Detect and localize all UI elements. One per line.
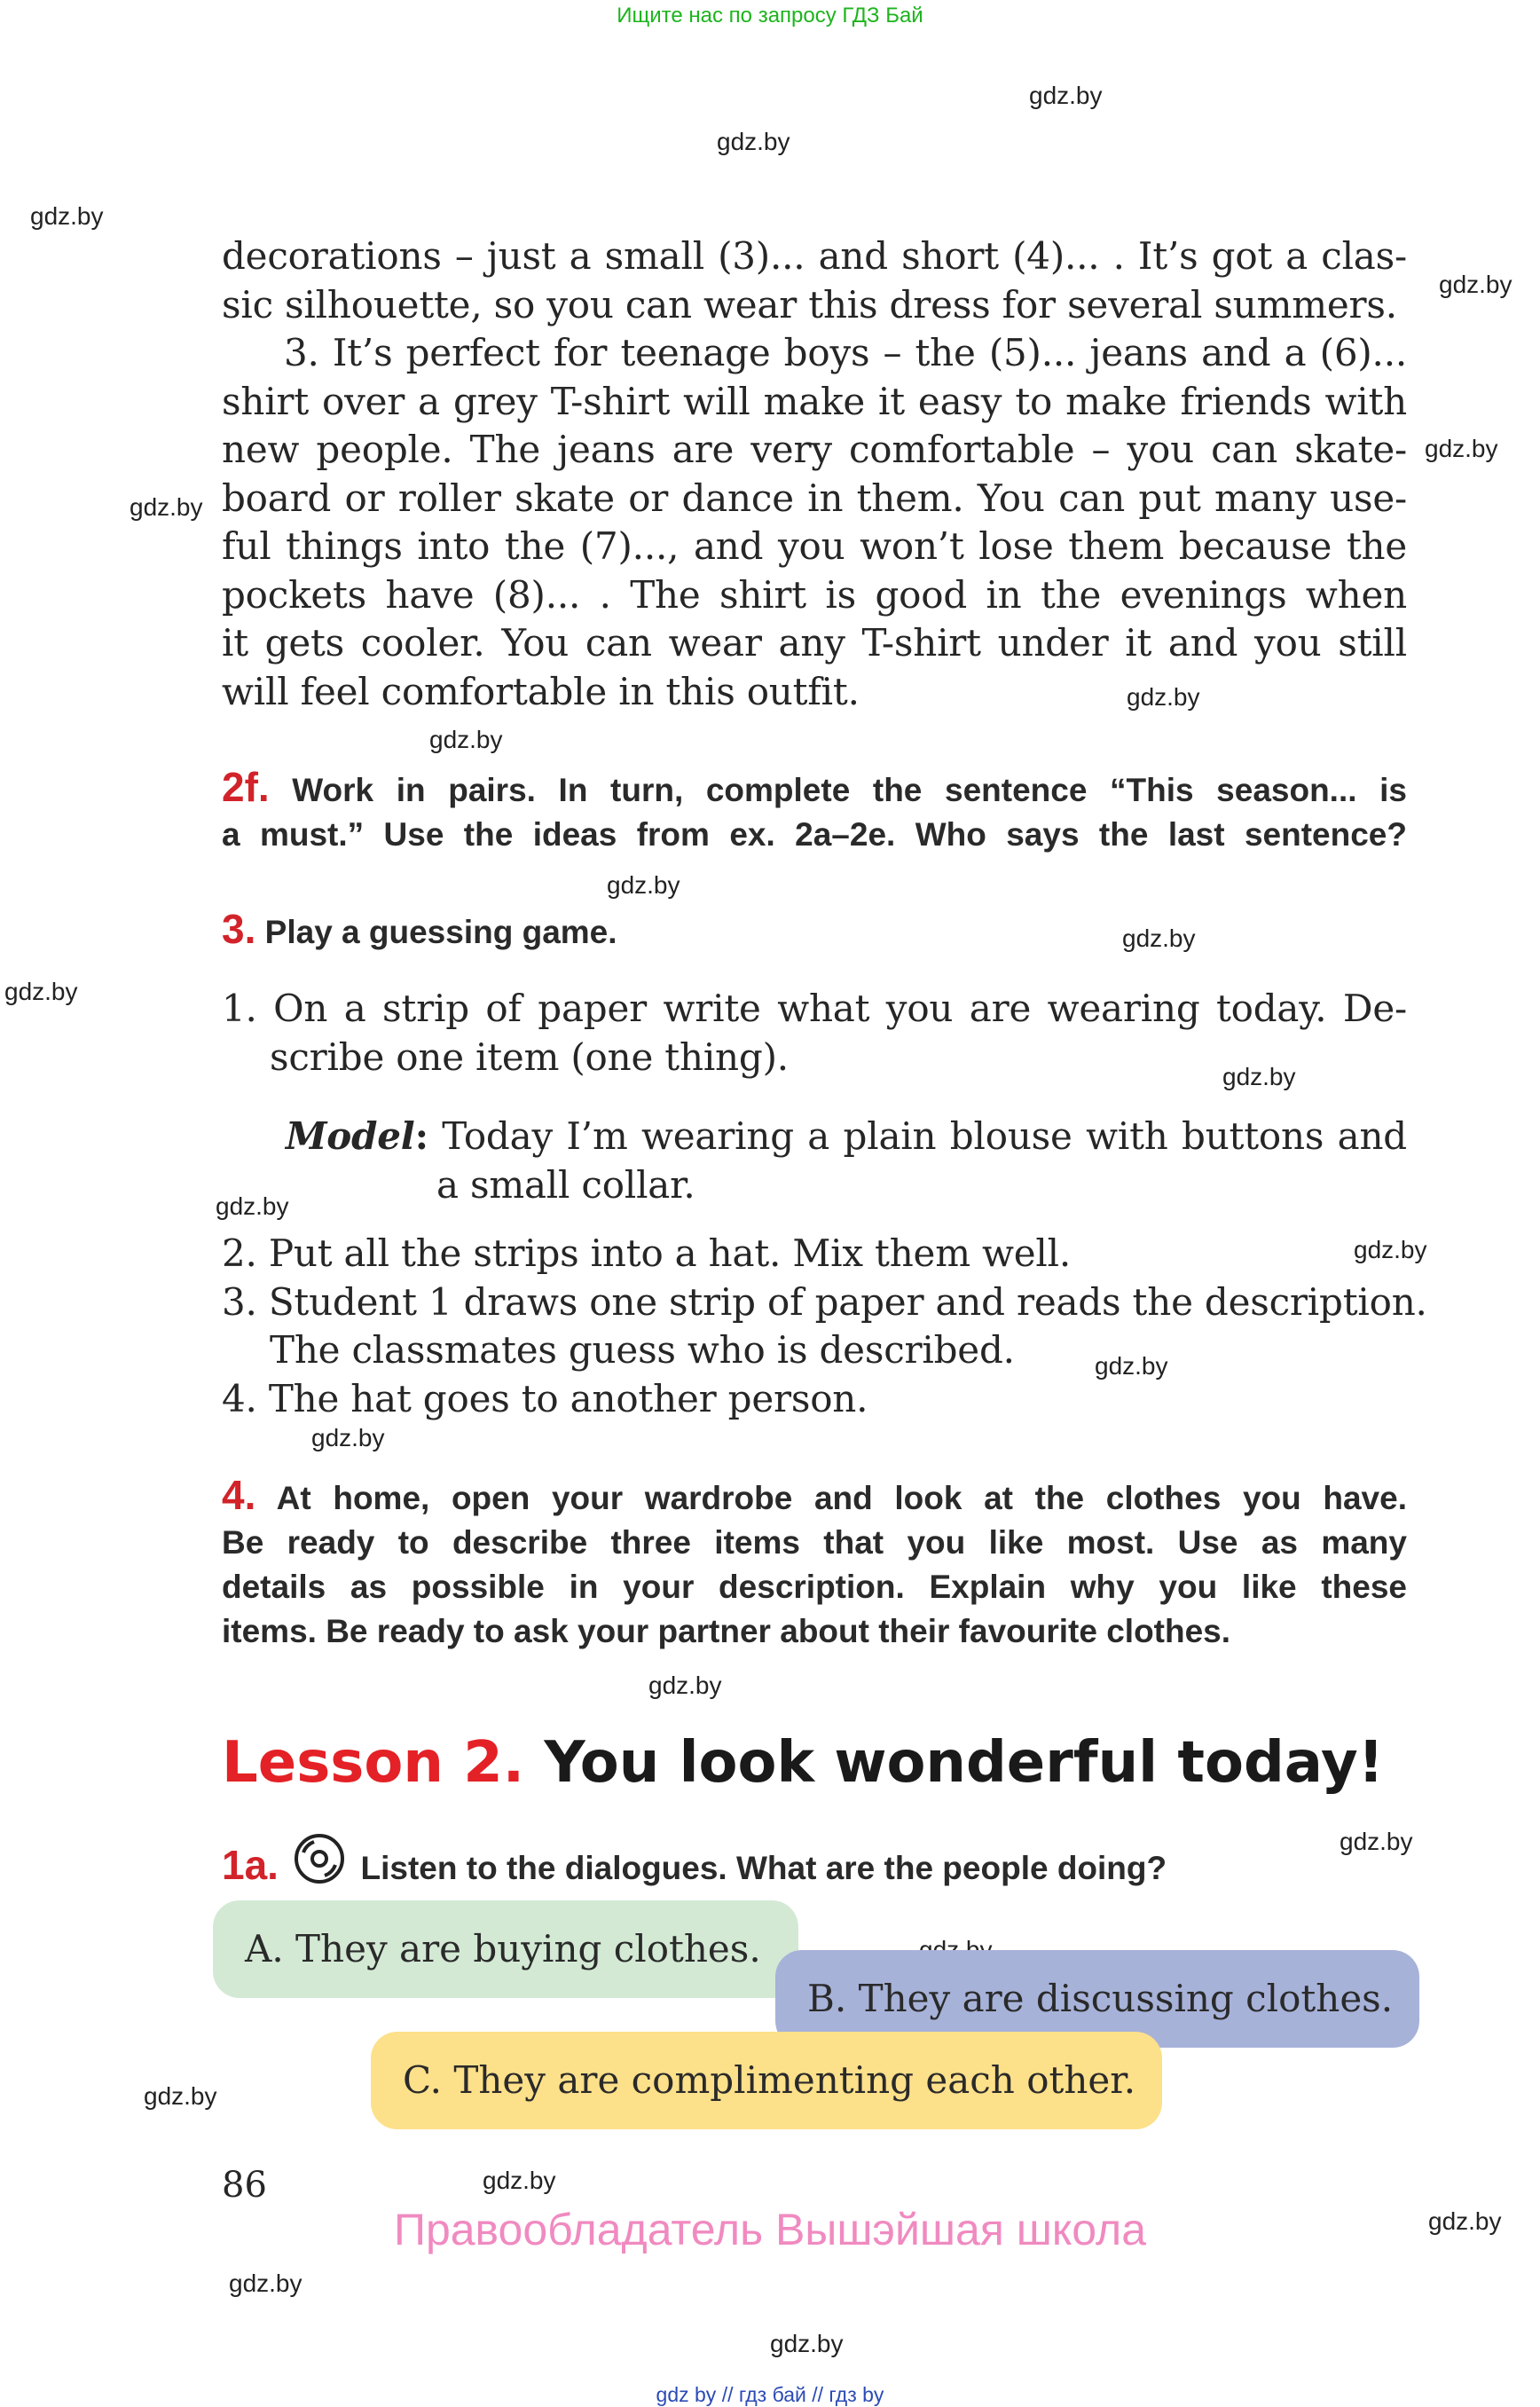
watermark: gdz.by <box>216 1192 289 1220</box>
task-number: 1a. <box>222 1842 279 1888</box>
watermark: gdz.by <box>1127 683 1200 711</box>
task-4 <box>222 1473 1407 1654</box>
task-3 <box>222 907 1407 955</box>
game-step-1 <box>222 985 1407 1082</box>
watermark: gdz.by <box>483 2167 556 2194</box>
watermark: gdz.by <box>1439 271 1512 298</box>
task-number: 3. <box>222 906 256 952</box>
watermark: gdz.by <box>1122 924 1196 952</box>
game-steps <box>222 1230 1427 1423</box>
paragraph-line: it gets cooler. You can wear any T-shirt under it and you still <box>222 621 1407 665</box>
task-number: 4. <box>222 1472 256 1518</box>
step-line: 2. Put all the strips into a hat. Mix them well. <box>222 1231 1071 1275</box>
step-line: 3. Student 1 draws one strip of paper and reads the description. <box>222 1279 1427 1324</box>
watermark: gdz.by <box>30 202 104 230</box>
audio-disc-icon[interactable] <box>293 1833 346 1896</box>
top-banner[interactable]: Ищите нас по запросу ГДЗ Бай <box>617 4 923 28</box>
task-text: Work in pairs. In turn, complete the sentence “This season... is <box>292 772 1407 808</box>
watermark: gdz.by <box>1425 435 1498 462</box>
task-text: At home, open your wardrobe and look at the clothes you have. <box>276 1480 1407 1516</box>
task-text: Listen to the dialogues. What are the people doing? <box>360 1850 1167 1886</box>
watermark: gdz.by <box>144 2082 217 2110</box>
watermark: gdz.by <box>4 978 78 1005</box>
watermark: gdz.by <box>1029 82 1103 109</box>
watermark: gdz.by <box>717 128 790 155</box>
paragraph-line: sic silhouette, so you can wear this dress for several summers. <box>222 282 1397 326</box>
paragraph-line: shirt over a grey T-shirt will make it easy to make friends with <box>222 379 1407 423</box>
paragraph-line: 3. It’s perfect for teenage boys – the (5)... jeans and a (6)... <box>284 331 1407 374</box>
option-a: A. They are buying clothes. <box>213 1900 798 1998</box>
watermark: gdz.by <box>648 1672 722 1699</box>
model-block: Model: Today I’m wearing a plain blouse with buttons and a small collar. <box>286 1113 1407 1209</box>
paragraph-line: will feel comfortable in this outfit. <box>222 669 860 713</box>
copyright-notice: Правообладатель Вышэйшая школа <box>394 2205 1146 2254</box>
paragraph-line: decorations – just a small (3)... and short (4)... . It’s got a clas- <box>222 234 1407 278</box>
option-b: B. They are discussing clothes. <box>775 1950 1419 2048</box>
task-text: items. Be ready to ask your partner about their favourite clothes. <box>222 1613 1231 1649</box>
paragraph-line: new people. The jeans are very comfortable – you can skate- <box>222 428 1407 471</box>
watermark: gdz.by <box>229 2269 302 2297</box>
model-label: Model <box>286 1114 415 1158</box>
step-line: 1. On a strip of paper write what you are wearing today. De- <box>222 987 1407 1030</box>
step-line: scribe one item (one thing). <box>270 1034 789 1079</box>
lesson-title: You look wonderful today! <box>544 1730 1384 1796</box>
task-2f <box>222 765 1407 857</box>
watermark: gdz.by <box>1354 1236 1427 1263</box>
model-text: a small collar. <box>436 1162 695 1207</box>
footer-link[interactable]: gdz by // гдз бай // гдз by <box>656 2383 884 2406</box>
task-text: Be ready to describe three items that you like most. Use as many <box>222 1524 1407 1561</box>
task-text: a must.” Use the ideas from ex. 2a–2e. Who says the last sentence? <box>222 816 1407 853</box>
option-c: C. They are complimenting each other. <box>371 2032 1162 2129</box>
task-number: 2f. <box>222 764 270 810</box>
watermark: gdz.by <box>770 2330 844 2357</box>
model-text: Today I’m wearing a plain blouse with buttons and <box>442 1114 1407 1158</box>
task-1a <box>222 1833 1375 1896</box>
lesson-heading <box>222 1730 1384 1796</box>
paragraph-line: ful things into the (7)..., and you won’t lose them because the <box>222 524 1407 568</box>
watermark: gdz.by <box>607 871 680 899</box>
step-line: The classmates guess who is described. <box>270 1328 1015 1372</box>
paragraph-line: pockets have (8)... . The shirt is good in the evenings when <box>222 572 1407 617</box>
page-number: 86 <box>222 2165 267 2206</box>
watermark: gdz.by <box>1428 2207 1502 2235</box>
task-text: details as possible in your description. Explain why you like these <box>222 1569 1407 1605</box>
lesson-label: Lesson 2. <box>222 1730 525 1796</box>
watermark: gdz.by <box>1340 1828 1413 1855</box>
task-text: Play a guessing game. <box>264 914 617 950</box>
watermark: gdz.by <box>429 726 503 753</box>
watermark: gdz.by <box>311 1424 385 1451</box>
watermark: gdz.by <box>1222 1063 1296 1090</box>
reading-paragraph <box>222 232 1407 716</box>
paragraph-line: board or roller skate or dance in them. You can put many use- <box>222 476 1407 520</box>
step-line: 4. The hat goes to another person. <box>222 1376 868 1420</box>
watermark: gdz.by <box>1095 1352 1168 1380</box>
watermark: gdz.by <box>130 493 203 521</box>
